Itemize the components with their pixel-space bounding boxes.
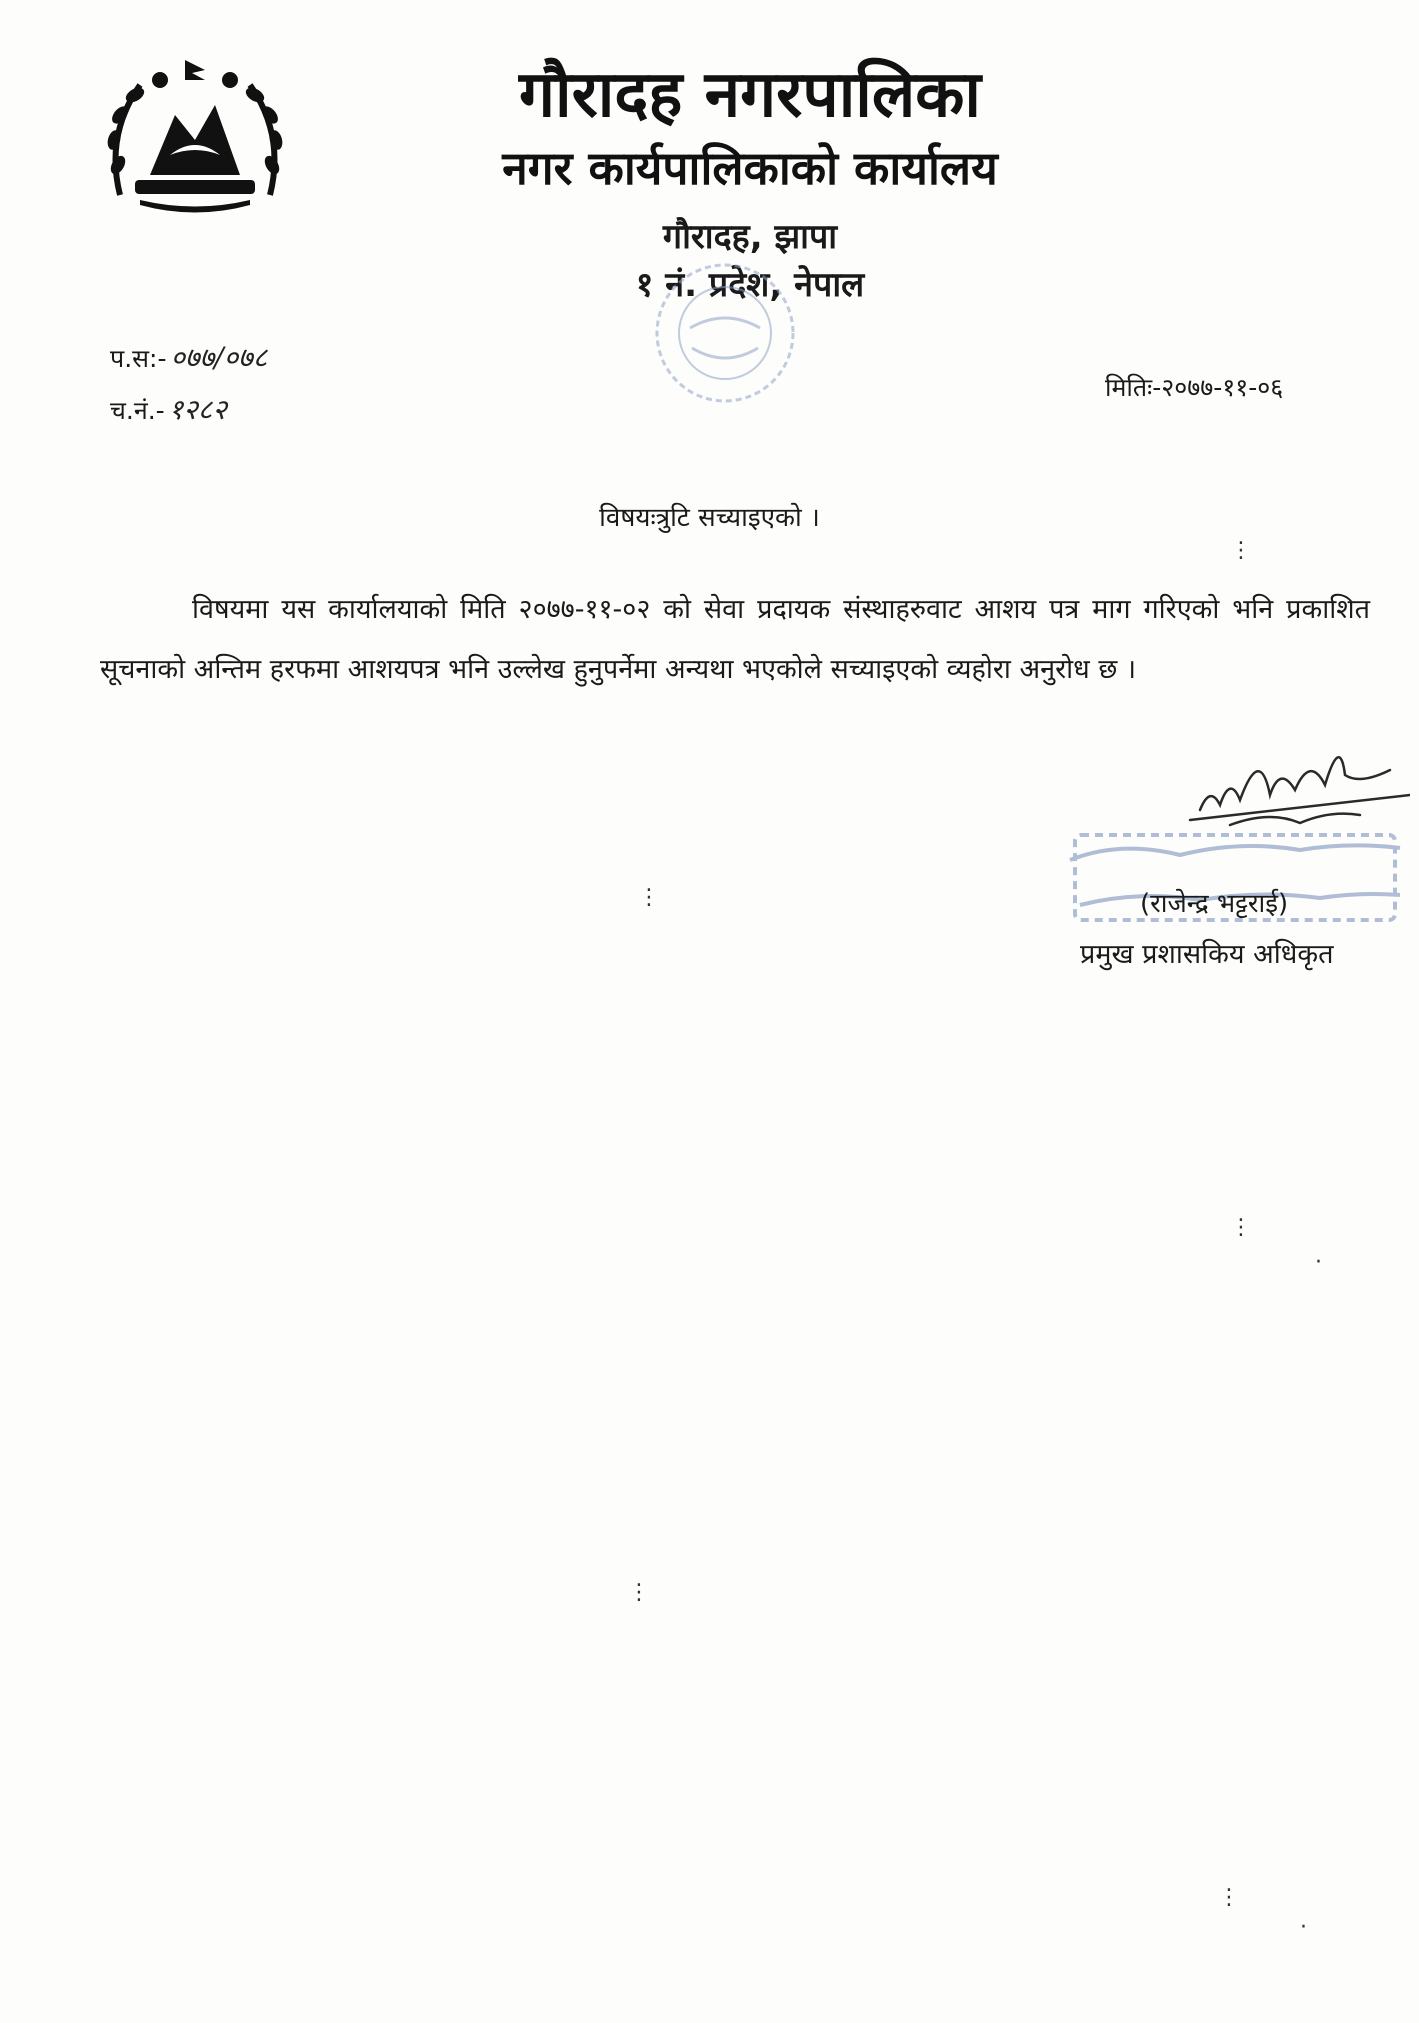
reference-number-value: ०७७/०७८ xyxy=(170,341,268,374)
office-stamp-icon xyxy=(630,258,820,408)
emblem-icon xyxy=(100,55,290,215)
speck-mark: ⋮ xyxy=(638,885,660,910)
office-province: १ नं. प्रदेश, नेपाल xyxy=(635,265,865,305)
speck-mark: ⋮ xyxy=(1230,538,1252,563)
speck-mark: · xyxy=(1300,1915,1307,1940)
reference-number-label: प.स:- xyxy=(110,344,167,373)
signatory-name: (राजेन्द्र भट्टराई) xyxy=(1140,889,1289,919)
office-title: नगर कार्यपालिकाको कार्यालय xyxy=(502,141,998,195)
speck-mark: ⋮ xyxy=(628,1580,650,1605)
letter-date: मितिः-२०७७-११-०६ xyxy=(1105,373,1284,402)
signature-icon xyxy=(1160,715,1410,835)
dispatch-number xyxy=(110,390,227,428)
municipality-title: गौरादह नगरपालिका xyxy=(519,58,981,132)
signatory-title: प्रमुख प्रशासकिय अधिकृत xyxy=(1080,939,1334,970)
speck-mark: · xyxy=(1315,1250,1322,1275)
dispatch-number-label: च.नं.- xyxy=(110,396,165,425)
speck-mark: ⋮ xyxy=(1230,1215,1252,1240)
speck-mark: ⋮ xyxy=(1218,1885,1240,1910)
letter-body: विषयमा यस कार्यालयाको मिति २०७७-११-०२ को सेवा प्रदायक संस्थाहरुवाट आशय पत्र माग गरिएको भनि प्रकाशित सूचनाको अन्तिम हरफमा आशयपत्र भनि उल्लेख हुनुपर्नेमा अन्यथा भएकोले सच्याइएको व्यहोरा अनुरोध छ । xyxy=(100,594,1370,685)
reference-number xyxy=(110,338,267,376)
letter-subject: विषयःत्रुटि सच्याइएको । xyxy=(599,503,820,533)
dispatch-number-value: १२८२ xyxy=(168,393,227,426)
office-address: गौरादह, झापा xyxy=(662,217,838,257)
